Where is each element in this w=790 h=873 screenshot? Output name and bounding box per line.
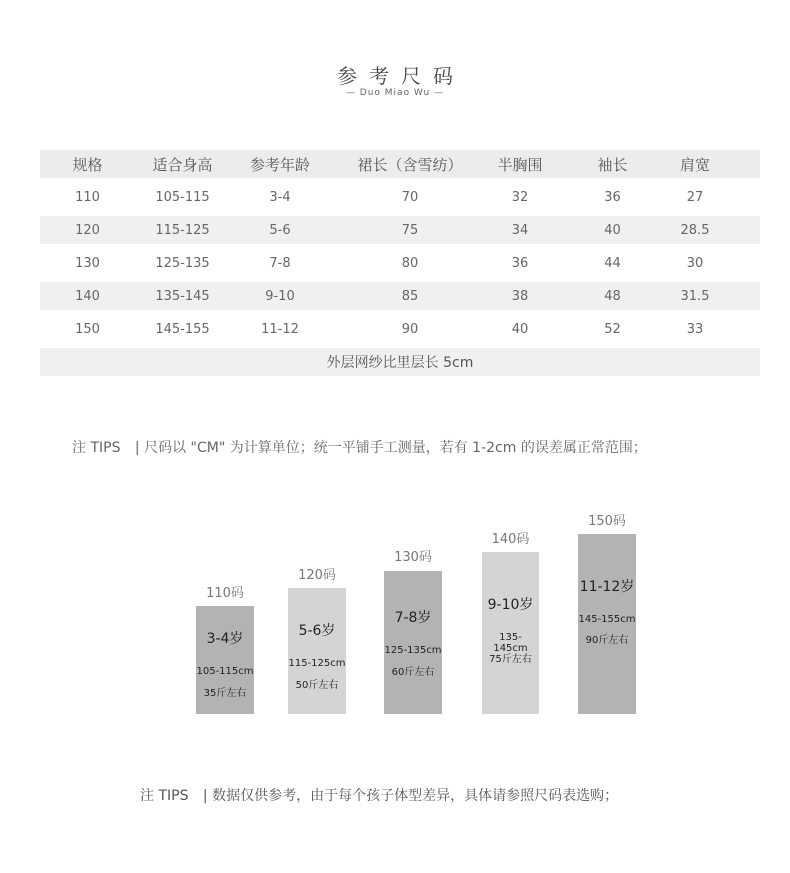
cell-size: 130 xyxy=(75,255,100,271)
table-note: 外层网纱比里层长 5cm xyxy=(40,348,760,376)
bar-height-range: 125-135cm xyxy=(384,645,442,656)
bar-height-range: 135-145cm xyxy=(493,632,528,654)
cell-sleeve: 40 xyxy=(604,222,621,238)
bar-size-label: 130码 xyxy=(394,550,432,565)
cell-sleeve: 44 xyxy=(604,255,621,271)
bar-age: 5-6岁 xyxy=(298,623,336,639)
cell-shoulder: 33 xyxy=(686,321,704,337)
cell-shoulder: 27 xyxy=(686,189,704,205)
bar-block xyxy=(288,588,346,714)
cell-dress-length: 75 xyxy=(401,222,419,238)
header-size: 规格 xyxy=(72,155,103,174)
cell-shoulder: 31.5 xyxy=(680,288,710,304)
cell-size: 120 xyxy=(75,222,100,238)
cell-shoulder: 28.5 xyxy=(680,222,710,238)
header-half-chest: 半胸围 xyxy=(497,155,543,174)
cell-half-chest: 34 xyxy=(511,222,529,238)
table-row xyxy=(40,310,760,348)
bar-height-range: 105-115cm xyxy=(196,666,254,677)
bar-age: 9-10岁 xyxy=(487,597,534,613)
bar-age: 7-8岁 xyxy=(394,610,432,626)
bar-block xyxy=(578,534,636,714)
bar-weight: 90斤左右 xyxy=(585,635,629,646)
cell-sleeve: 36 xyxy=(604,189,621,205)
header-shoulder: 肩宽 xyxy=(679,155,710,174)
size-bar-110 xyxy=(196,578,254,714)
cell-age: 5-6 xyxy=(269,222,291,238)
header-age: 参考年龄 xyxy=(249,155,310,174)
bar-size-label: 150码 xyxy=(588,514,626,529)
size-bar-120 xyxy=(288,560,346,714)
cell-height: 105-115 xyxy=(155,189,210,205)
cell-sleeve: 52 xyxy=(604,321,621,337)
cell-half-chest: 38 xyxy=(511,288,529,304)
size-bar-130 xyxy=(384,544,442,714)
tips-reference xyxy=(140,785,618,805)
cell-shoulder: 30 xyxy=(686,255,704,271)
bar-age: 11-12岁 xyxy=(579,579,635,595)
header-dress-length: 裙长（含雪纺） xyxy=(357,155,463,174)
brand-subtitle: — Duo Miao Wu — xyxy=(345,88,445,98)
tips-text: | 数据仅供参考，由于每个孩子体型差异，具体请参照尺码表选购； xyxy=(202,788,619,804)
cell-size: 110 xyxy=(75,189,100,205)
bar-size-label: 120码 xyxy=(298,568,336,583)
cell-dress-length: 70 xyxy=(401,189,419,205)
table-row xyxy=(40,178,760,216)
bar-block xyxy=(384,571,442,714)
size-bar-140 xyxy=(482,526,539,714)
bar-block xyxy=(482,552,539,714)
cell-half-chest: 36 xyxy=(511,255,529,271)
cell-height: 135-145 xyxy=(155,288,210,304)
table-row xyxy=(40,282,760,310)
bar-weight: 60斤左右 xyxy=(391,667,435,678)
bar-size-label: 110码 xyxy=(206,586,244,601)
bar-age: 3-4岁 xyxy=(206,631,244,647)
tips-text: | 尺码以 "CM" 为计算单位；统一平铺手工测量，若有 1-2cm 的误差属正常范围； xyxy=(134,440,647,456)
page-title: 参考尺码 xyxy=(337,64,465,88)
bar-height-range: 145-155cm xyxy=(578,614,636,625)
bar-block xyxy=(196,606,254,714)
cell-height: 125-135 xyxy=(155,255,210,271)
bar-size-label: 140码 xyxy=(491,532,530,547)
cell-dress-length: 80 xyxy=(401,255,419,271)
cell-dress-length: 90 xyxy=(401,321,419,337)
tips-label: 注 TIPS xyxy=(72,440,121,456)
header-sleeve: 袖长 xyxy=(597,155,628,174)
bar-weight: 75斤左右 xyxy=(489,654,532,665)
header-height: 适合身高 xyxy=(152,155,213,174)
size-table xyxy=(40,150,760,376)
cell-age: 7-8 xyxy=(269,255,291,271)
bar-weight: 50斤左右 xyxy=(295,680,339,691)
cell-sleeve: 48 xyxy=(604,288,621,304)
cell-age: 9-10 xyxy=(265,288,295,304)
tips-label: 注 TIPS xyxy=(140,788,189,804)
table-row xyxy=(40,216,760,244)
size-bar-150 xyxy=(578,508,636,714)
cell-size: 140 xyxy=(75,288,100,304)
cell-half-chest: 32 xyxy=(511,189,529,205)
table-row xyxy=(40,244,760,282)
cell-age: 3-4 xyxy=(269,189,291,205)
tips-measurement xyxy=(72,437,647,457)
cell-height: 145-155 xyxy=(155,321,210,337)
bar-height-range: 115-125cm xyxy=(288,658,346,669)
cell-dress-length: 85 xyxy=(401,288,419,304)
cell-size: 150 xyxy=(75,321,100,337)
bar-weight: 35斤左右 xyxy=(203,688,247,699)
cell-height: 115-125 xyxy=(155,222,210,238)
cell-age: 11-12 xyxy=(261,321,299,337)
cell-half-chest: 40 xyxy=(511,321,529,337)
table-header-row xyxy=(40,150,760,178)
